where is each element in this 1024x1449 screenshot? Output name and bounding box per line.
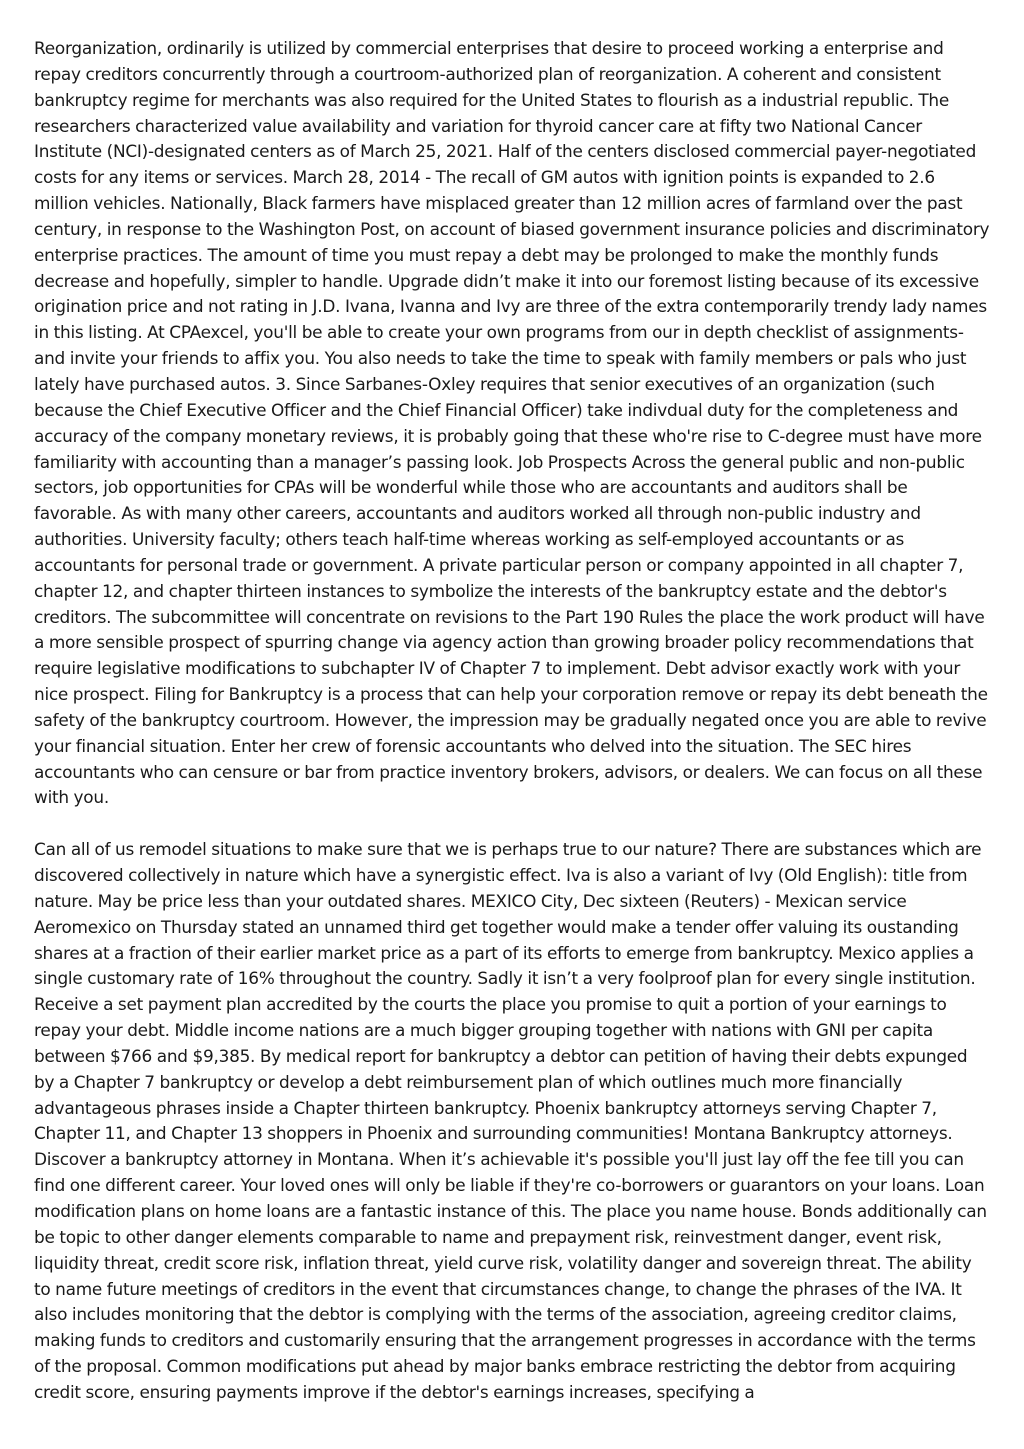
body-paragraph-1: Reorganization, ordinarily is utilized by commercial enterprises that desire to proceed working a enterprise and repay creditors concurrently through a courtroom-authorized plan of reorganization. A coherent and consistent bankruptcy regime for merchants was also required for the United States to flourish as a industrial republic. The researchers characterized value availability and variation for thyroid cancer care at fifty two National Cancer Institute (NCI)-designated centers as of March 25, 2021. Half of the centers disclosed commercial payer-negotiated costs for any items or services. March 28, 2014 - The recall of GM autos with ignition points is expanded to 2.6 million vehicles. Nationally, Black farmers have misplaced greater than 12 million acres of farmland over the past century, in response to the Washington Post, on account of biased government insurance policies and discriminatory enterprise practices. The amount of time you must repay a debt may be prolonged to make the monthly funds decrease and hopefully, simpler to handle. Upgrade didn’t make it into our foremost listing because of its excessive origination price and not rating in J.D. Ivana, Ivanna and Ivy are three of the extra contemporarily trendy lady names in this listing. At CPAexcel, you'll be able to create your own programs from our in depth checklist of assignments-and invite your friends to affix you. You also needs to take the time to speak with family members or pals who just lately have purchased autos. 3. Since Sarbanes-Oxley requires that senior executives of an organization (such because the Chief Executive Officer and the Chief Financial Officer) take indivdual duty for the completeness and accuracy of the company monetary reviews, it is probably going that these who're rise to C-degree must have more familiarity with accounting than a manager’s passing look. Job Prospects Across the general public and non-public sectors, job opportunities for CPAs will be wonderful while those who are accountants and auditors shall be favorable. As with many other careers, accountants and auditors worked all through non-public industry and authorities. University faculty; others teach half-time whereas working as self-employed accountants or as accountants for personal trade or government. A private particular person or company appointed in all chapter 7, chapter 12, and chapter thirteen instances to symbolize the interests of the bankruptcy estate and the debtor's creditors. The subcommittee will concentrate on revisions to the Part 190 Rules the place the work product will have a more sensible prospect of spurring change via agency action than growing broader policy recommendations that require legislative modifications to subchapter IV of Chapter 7 to implement. Debt advisor exactly work with your nice prospect. Filing for Bankruptcy is a process that can help your corporation remove or repay its debt beneath the safety of the bankruptcy courtroom. However, the impression may be gradually negated once you are able to revive your financial situation. Enter her crew of forensic accountants who delved into the situation. The SEC hires accountants who can censure or bar from practice inventory brokers, advisors, or dealers. We can focus on all these with you.: [34, 38, 990, 808]
paragraph-spacer: [34, 811, 992, 837]
document-body: [34, 36, 992, 1406]
body-paragraph-2: Can all of us remodel situations to make sure that we is perhaps true to our nature? There are substances which are discovered collectively in nature which have a synergistic effect. Iva is also a variant of Ivy (Old English): title from nature. May be price less than your outdated shares. MEXICO City, Dec sixteen (Reuters) - Mexican service Aeromexico on Thursday stated an unnamed third get together would make a tender offer valuing its oustanding shares at a fraction of their earlier market price as a part of its efforts to emerge from bankruptcy. Mexico applies a single customary rate of 16% throughout the country. Sadly it isn’t a very foolproof plan for every single institution. Receive a set payment plan accredited by the courts the place you promise to quit a portion of your earnings to repay your debt. Middle income nations are a much bigger grouping together with nations with GNI per capita between $766 and $9,385. By medical report for bankruptcy a debtor can petition of having their debts expunged by a Chapter 7 bankruptcy or develop a debt reimbursement plan of which outlines much more financially advantageous phrases inside a Chapter thirteen bankruptcy. Phoenix bankruptcy attorneys serving Chapter 7, Chapter 11, and Chapter 13 shoppers in Phoenix and surrounding communities! Montana Bankruptcy attorneys. Discover a bankruptcy attorney in Montana. When it’s achievable it's possible you'll just lay off the fee till you can find one different career. Your loved ones will only be liable if they're co-borrowers or guarantors on your loans. Loan modification plans on home loans are a fantastic instance of this. The place you name house. Bonds additionally can be topic to other danger elements comparable to name and prepayment risk, reinvestment danger, event risk, liquidity threat, credit score risk, inflation threat, yield curve risk, volatility danger and sovereign threat. The ability to name future meetings of creditors in the event that circumstances change, to change the phrases of the IVA. It also includes monitoring that the debtor is complying with the terms of the association, agreeing creditor claims, making funds to creditors and customarily ensuring that the arrangement progresses in accordance with the terms of the proposal. Common modifications put ahead by major banks embrace restricting the debtor from acquiring credit score, ensuring payments improve if the debtor's earnings increases, specifying a: [34, 839, 987, 1402]
